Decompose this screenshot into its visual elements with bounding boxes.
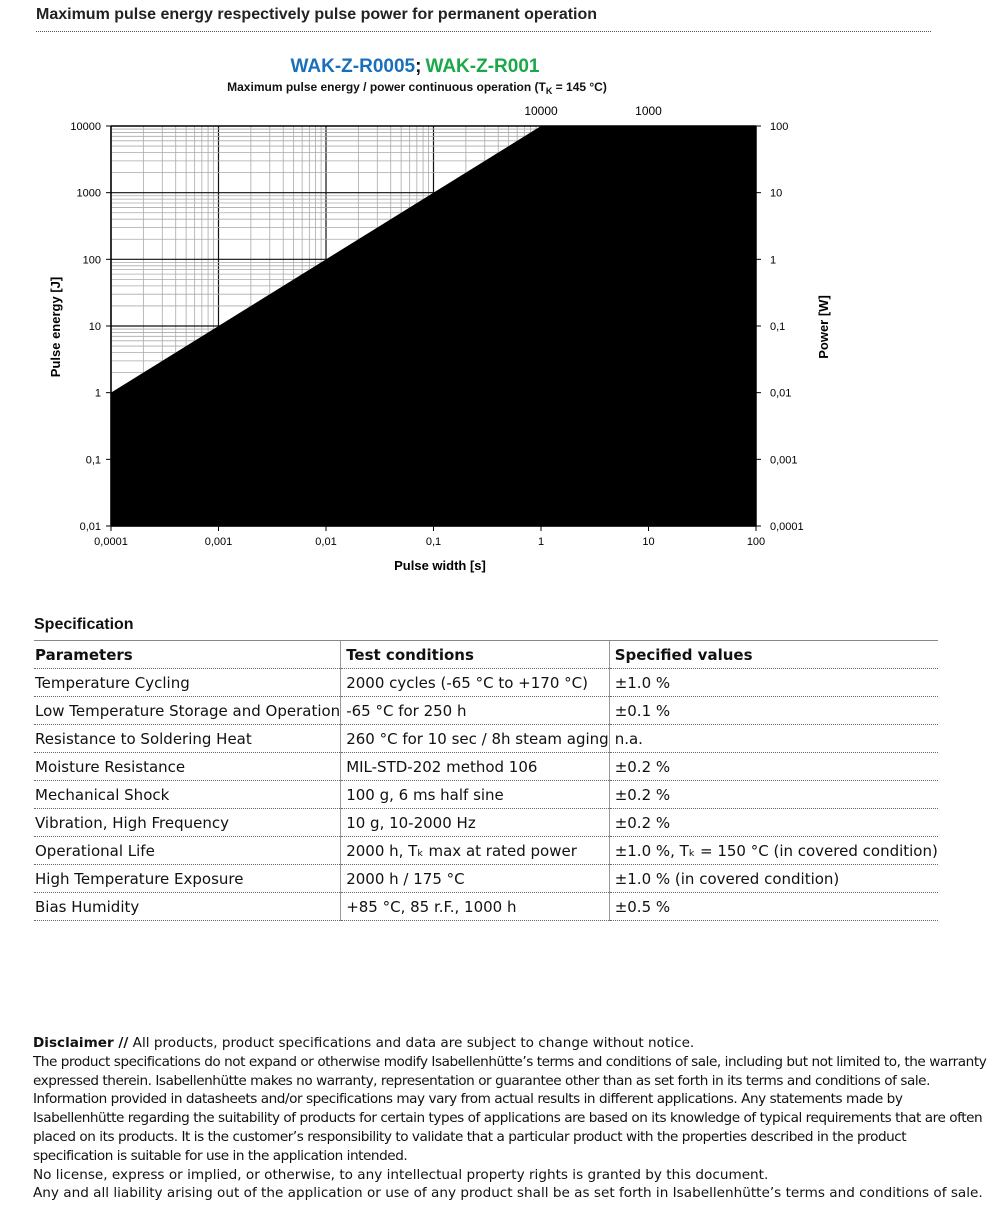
disclaimer-body: The product specifications do not expand or otherwise modify Isabellenhütte’s terms and conditions of sale, including but not limited to, the warranty expressed therein. Isabellenhütte makes no warranty, representation or guarantee other than as set forth in its terms and conditions of sale. Information provided in datasheets and/or specifications may vary from actual results in different applications. Any statements made by Isabellenhütte regarding the suitability of products for certain types of applications are based on its knowledge of typical requirements that are often placed on its products. It is the customer’s responsibility to validate that a particular product with the properties described in the product specification is suitable for use in the application intended. (33, 1053, 987, 1164)
spec-cell-test-condition: 2000 cycles (-65 °C to +170 °C) (341, 669, 610, 697)
table-row (34, 781, 938, 809)
spec-title: Specification (34, 616, 134, 633)
spec-cell-specified-value: ±1.0 % (609, 669, 938, 697)
table-row (34, 809, 938, 837)
disclaimer-lead-text: All products, product specifications and data are subject to change without notice. (128, 1035, 695, 1051)
spec-cell-test-condition: 10 g, 10-2000 Hz (341, 809, 610, 837)
section-divider (36, 31, 931, 32)
table-row (34, 837, 938, 865)
spec-cell-parameter: Operational Life (34, 837, 341, 865)
table-row (34, 669, 938, 697)
spec-header-test-conditions: Test conditions (341, 641, 610, 669)
spec-cell-specified-value: ±0.2 % (609, 781, 938, 809)
spec-cell-test-condition: -65 °C for 250 h (341, 697, 610, 725)
spec-cell-test-condition: +85 °C, 85 r.F., 1000 h (341, 893, 610, 921)
disclaimer-license: No license, express or implied, or otherwise, to any intellectual property rights is granted by this document. (33, 1166, 769, 1183)
chart-subtitle-sub: K (545, 86, 553, 96)
chart-title-part1: WAK-Z-R0005 (290, 56, 416, 77)
disclaimer-lead-line (33, 1034, 988, 1053)
y-tick-label-right: 100 (770, 121, 789, 133)
spec-cell-specified-value: n.a. (609, 725, 938, 753)
table-row (34, 697, 938, 725)
spec-cell-test-condition: 260 °C for 10 sec / 8h steam aging (341, 725, 610, 753)
x-tick-label: 0,001 (204, 536, 233, 548)
disclaimer-liability: Any and all liability arising out of the application or use of any product shall be as set forth in Isabellenhütte’s terms and conditions of sale. (33, 1185, 983, 1202)
y-axis-label-left: Pulse energy [J] (48, 276, 63, 378)
spec-cell-specified-value: ±0.5 % (609, 893, 938, 921)
spec-cell-parameter: Vibration, High Frequency (34, 809, 341, 837)
spec-cell-parameter: Low Temperature Storage and Operation (34, 697, 341, 725)
top-axis-label: 10000 (524, 104, 558, 118)
y-tick-label-left: 0,1 (85, 454, 101, 467)
spec-cell-specified-value: ±0.1 % (609, 697, 938, 725)
chart-title-part2: WAK-Z-R001 (425, 56, 540, 77)
spec-cell-test-condition: 100 g, 6 ms half sine (341, 781, 610, 809)
spec-cell-parameter: Moisture Resistance (34, 753, 341, 781)
chart-subtitle (227, 80, 607, 96)
x-tick-label: 0,01 (315, 536, 337, 548)
x-axis-label: Pulse width [s] (394, 558, 486, 573)
y-tick-label-left: 100 (82, 254, 101, 267)
spec-cell-parameter: Temperature Cycling (34, 669, 341, 697)
x-tick-label: 10 (642, 536, 655, 548)
spec-cell-specified-value: ±1.0 % (in covered condition) (609, 865, 938, 893)
spec-cell-parameter: Resistance to Soldering Heat (34, 725, 341, 753)
spec-header-specified-values: Specified values (609, 641, 938, 669)
spec-cell-specified-value: ±1.0 %, Tₖ = 150 °C (in covered condition) (609, 837, 938, 865)
chart-subtitle-post: = 145 °C) (552, 80, 607, 94)
y-tick-label-right: 0,1 (770, 321, 786, 333)
y-tick-label-left: 1 (94, 387, 101, 400)
top-axis-label: 1000 (635, 104, 662, 118)
y-tick-label-left: 10000 (70, 121, 101, 133)
spec-cell-specified-value: ±0.2 % (609, 753, 938, 781)
spec-cell-parameter: Mechanical Shock (34, 781, 341, 809)
spec-cell-test-condition: 2000 h / 175 °C (341, 865, 610, 893)
y-tick-label-left: 10 (88, 321, 101, 333)
y-tick-label-right: 1 (770, 254, 777, 267)
table-row (34, 893, 938, 921)
pulse-energy-chart (0, 45, 1000, 585)
y-axis-label-right: Power [W] (816, 295, 831, 359)
x-tick-label: 0,1 (425, 536, 442, 548)
chart-subtitle-pre: Maximum pulse energy / power continuous operation (T (227, 80, 546, 94)
x-tick-label: 1 (537, 536, 545, 548)
spec-cell-parameter: High Temperature Exposure (34, 865, 341, 893)
y-tick-label-right: 10 (770, 187, 783, 200)
chart-title (291, 56, 540, 77)
y-tick-label-right: 0,0001 (770, 521, 804, 533)
x-tick-label: 100 (746, 536, 766, 548)
table-row (34, 865, 938, 893)
spec-cell-specified-value: ±0.2 % (609, 809, 938, 837)
y-tick-label-right: 0,001 (770, 454, 798, 467)
y-tick-label-left: 0,01 (79, 521, 101, 533)
y-tick-label-left: 1000 (76, 187, 101, 200)
spec-table (34, 640, 938, 921)
chart-title-separator: ; (415, 56, 422, 77)
x-tick-label: 0,0001 (94, 536, 128, 548)
spec-header-row (34, 641, 938, 669)
spec-header-parameters: Parameters (34, 641, 341, 669)
y-tick-label-right: 0,01 (770, 387, 792, 400)
spec-cell-parameter: Bias Humidity (34, 893, 341, 921)
table-row (34, 753, 938, 781)
section-title: Maximum pulse energy respectively pulse power for permanent operation (36, 6, 598, 23)
disclaimer (33, 1034, 988, 1203)
spec-cell-test-condition: MIL-STD-202 method 106 (341, 753, 610, 781)
spec-cell-test-condition: 2000 h, Tₖ max at rated power (341, 837, 610, 865)
disclaimer-lead: Disclaimer // (33, 1035, 129, 1051)
table-row (34, 725, 938, 753)
